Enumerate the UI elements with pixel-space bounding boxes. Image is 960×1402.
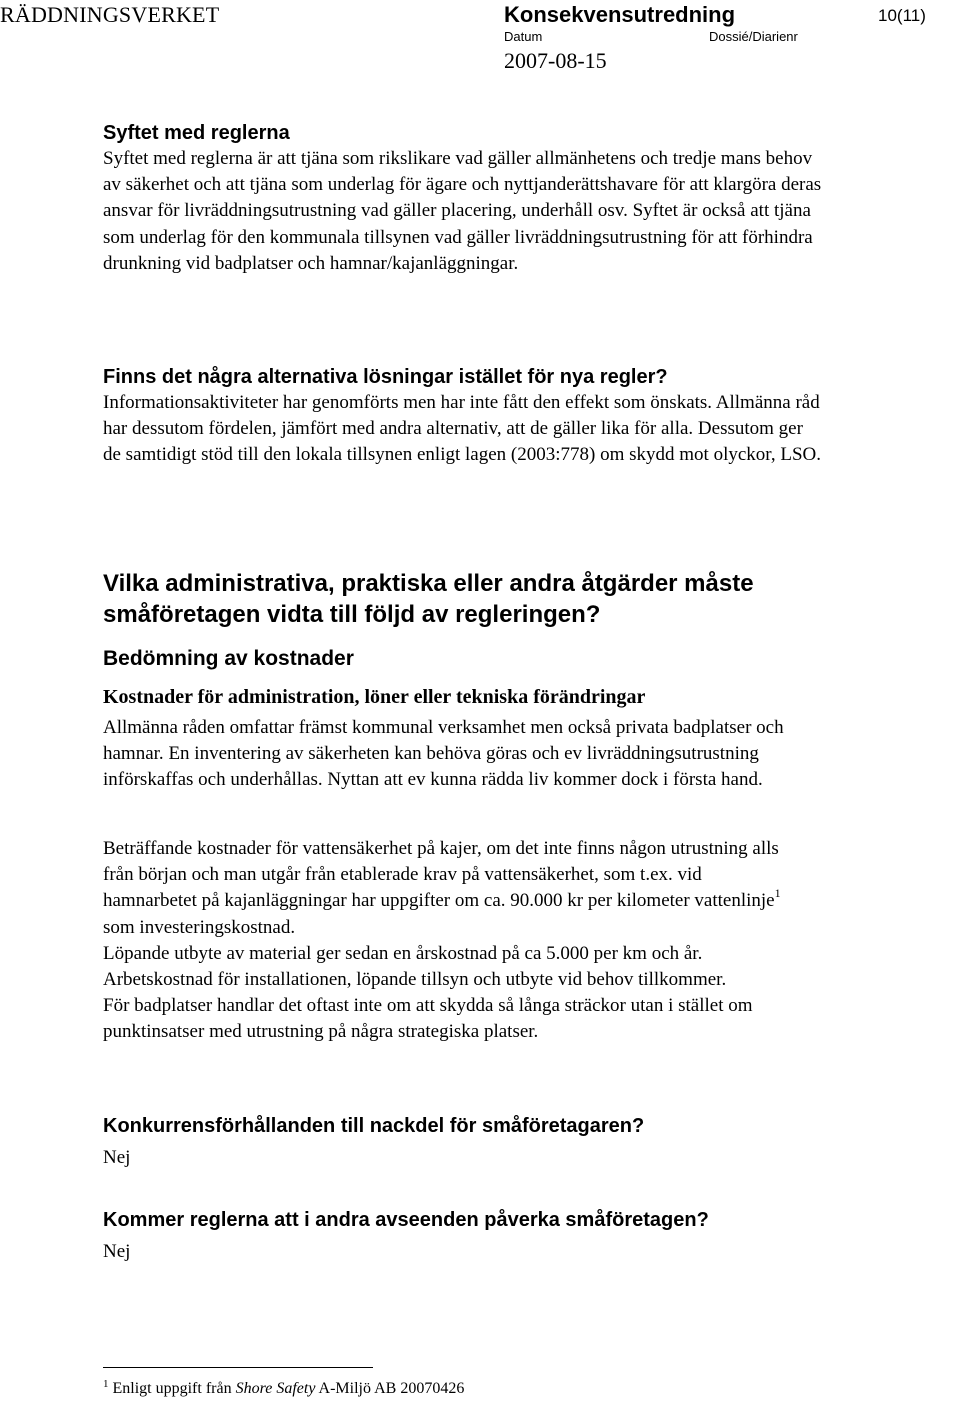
cost-text-2b: som investeringskostnad. (103, 916, 296, 938)
organization-name: RÄDDNINGSVERKET (0, 2, 220, 27)
alternatives-text-c: Dessutom ger de samtidigt stöd till den lokala tillsynen enligt lagen (2003:778) om skydd mot olyckor, LSO. (103, 418, 821, 466)
footnote (103, 1378, 464, 1400)
date-label: Datum (504, 29, 543, 44)
alternatives-section (103, 364, 823, 469)
other-effects-heading: Kommer reglerna att i andra avseenden påverka småföretagen? (103, 1209, 709, 1231)
admin-costs-heading: Kostnader för administration, löner eller tekniska förändringar (103, 686, 646, 708)
other-effects-answer: Nej (103, 1241, 131, 1262)
measures-section (103, 568, 763, 630)
footnote-number: 1 (103, 1378, 109, 1390)
other-effects-section (103, 1207, 823, 1265)
footnote-divider (103, 1367, 373, 1368)
cost-text-2d: Arbetskostnad för installationen, löpande tillsyn och utbyte vid behov tillkommer. (103, 969, 727, 991)
cost-paragraph-1 (103, 715, 803, 794)
alternatives-body (103, 390, 823, 469)
alternatives-heading: Finns det några alternativa lösningar istället för nya regler? (103, 366, 668, 388)
purpose-text-a: Syftet med reglerna är att tjäna som rikslikare vad gäller allmänhetens och tredje mans behov av säkerhet och att tjäna som underlag för ägare och nyttjanderättshavare för att klargöra deras ansvar för livräddningsutrustning vad gäller placering, underhåll osv. (103, 148, 822, 222)
cost-text-1c: Nyttan att ev kunna rädda liv kommer dock i första hand. (327, 769, 763, 791)
cost-text-2a: Beträffande kostnader för vattensäkerhet på kajer, om det inte finns någon utrustning alls från början och man utgår från etablerade krav på vattensäkerhet, som t.ex. vid hamnarbetet på kajanläggningar har uppgifter om ca. 90.000 kr per kilometer vattenlinje (103, 838, 779, 912)
admin-costs (103, 684, 823, 710)
cost-paragraph-2 (103, 836, 798, 1046)
dossier-label: Dossié/Diarienr (709, 29, 798, 44)
cost-text-1b: En inventering av säkerheten kan behöva göras och ev livräddningsutrustning införskaffas och underhållas. (103, 743, 759, 791)
footnote-text-b: A-Miljö AB 20070426 (318, 1380, 465, 1397)
measures-heading: Vilka administrativa, praktiska eller andra åtgärder måste småföretagen vidta till följd av regleringen? (103, 570, 754, 628)
cost-text-1a: Allmänna råden omfattar främst kommunal verksamhet men också privata badplatser och hamnar. (103, 717, 784, 765)
document-type: Konsekvensutredning (504, 2, 736, 27)
footnote-reference[interactable]: 1 (774, 886, 781, 901)
cost-assessment (103, 646, 823, 672)
cost-text-3: För badplatser handlar det oftast inte om att skydda så långa sträckor utan i stället om punktinsatser med utrustning på några strategiska platser. (103, 995, 753, 1043)
alternatives-text-a: Informationsaktiviteter har genomförts men har inte fått den effekt som önskats. (103, 392, 713, 413)
purpose-heading: Syftet med reglerna (103, 122, 290, 144)
cost-text-2c: Löpande utbyte av material ger sedan en årskostnad på ca 5.000 per km och år. (103, 942, 703, 964)
competition-answer: Nej (103, 1147, 131, 1168)
alternatives-text-b: Allmänna råd har dessutom fördelen, jämfört med andra alternativ, att de gäller lika för alla. (103, 392, 820, 440)
cost-assessment-heading: Bedömning av kostnader (103, 647, 354, 670)
footnote-text-a: Enligt uppgift från (112, 1380, 232, 1397)
document-date: 2007-08-15 (504, 48, 607, 73)
page-number: 10(11) (878, 6, 926, 25)
purpose-text-b: Syftet är också att tjäna som underlag för den kommunala tillsynen vad gäller livräddningsutrustning för att förhindra drunkning vid badplatser och hamnar/kajanläggningar. (103, 200, 813, 274)
purpose-body (103, 146, 823, 277)
competition-heading: Konkurrensförhållanden till nackdel för småföretagaren? (103, 1115, 645, 1137)
purpose-section (103, 120, 823, 277)
footnote-source: Shore Safety (235, 1380, 316, 1397)
competition-section (103, 1113, 823, 1171)
